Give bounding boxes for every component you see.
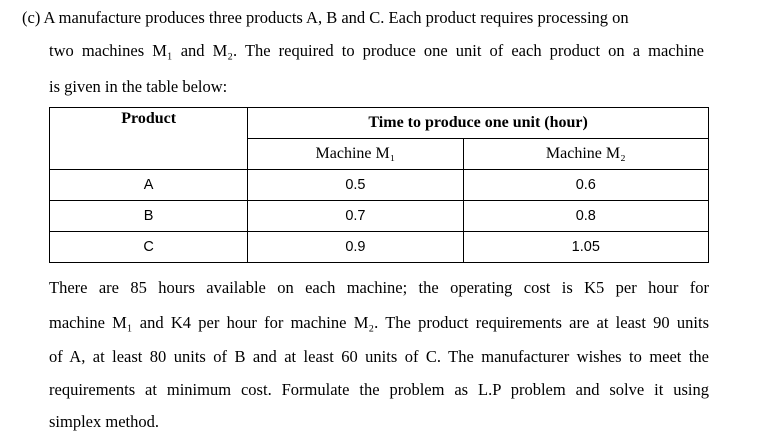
machine-1-time-cell: 0.5 [248, 170, 463, 201]
body-line-4: requirements at minimum cost. Formulate the problem as L.P problem and solve it using [49, 380, 709, 399]
machine-1-header: Machine M₁ [248, 139, 463, 170]
product-cell: A [50, 170, 248, 201]
table-row [50, 232, 709, 263]
body-line-5: simplex method. [49, 412, 159, 431]
machine-1-time-cell: 0.9 [248, 232, 463, 263]
intro-line-1: (c) A manufacture produces three products A, B and C. Each product requires processing on [22, 8, 629, 27]
body-line-3: of A, at least 80 units of B and at least 60 units of C. The manufacturer wishes to meet the [49, 347, 709, 366]
machine-2-header: Machine M₂ [463, 139, 708, 170]
machine-2-time-cell: 1.05 [463, 232, 708, 263]
machine-2-time-cell: 0.8 [463, 201, 708, 232]
intro-line-3: is given in the table below: [49, 77, 228, 96]
body-line-1: There are 85 hours available on each machine; the operating cost is K5 per hour for [49, 278, 709, 297]
table-row [50, 201, 709, 232]
table-header-row [50, 108, 709, 139]
table-row [50, 170, 709, 201]
machine-2-time-cell: 0.6 [463, 170, 708, 201]
product-cell: B [50, 201, 248, 232]
time-header: Time to produce one unit (hour) [248, 108, 709, 139]
body-line-2: machine M₁ and K4 per hour for machine M₂. The product requirements are at least 90 units [49, 313, 709, 332]
product-cell: C [50, 232, 248, 263]
product-header: Product [50, 108, 248, 170]
machine-1-time-cell: 0.7 [248, 201, 463, 232]
intro-line-2: two machines M₁ and M₂. The required to produce one unit of each product on a machine [49, 41, 704, 60]
production-time-table [49, 107, 709, 263]
